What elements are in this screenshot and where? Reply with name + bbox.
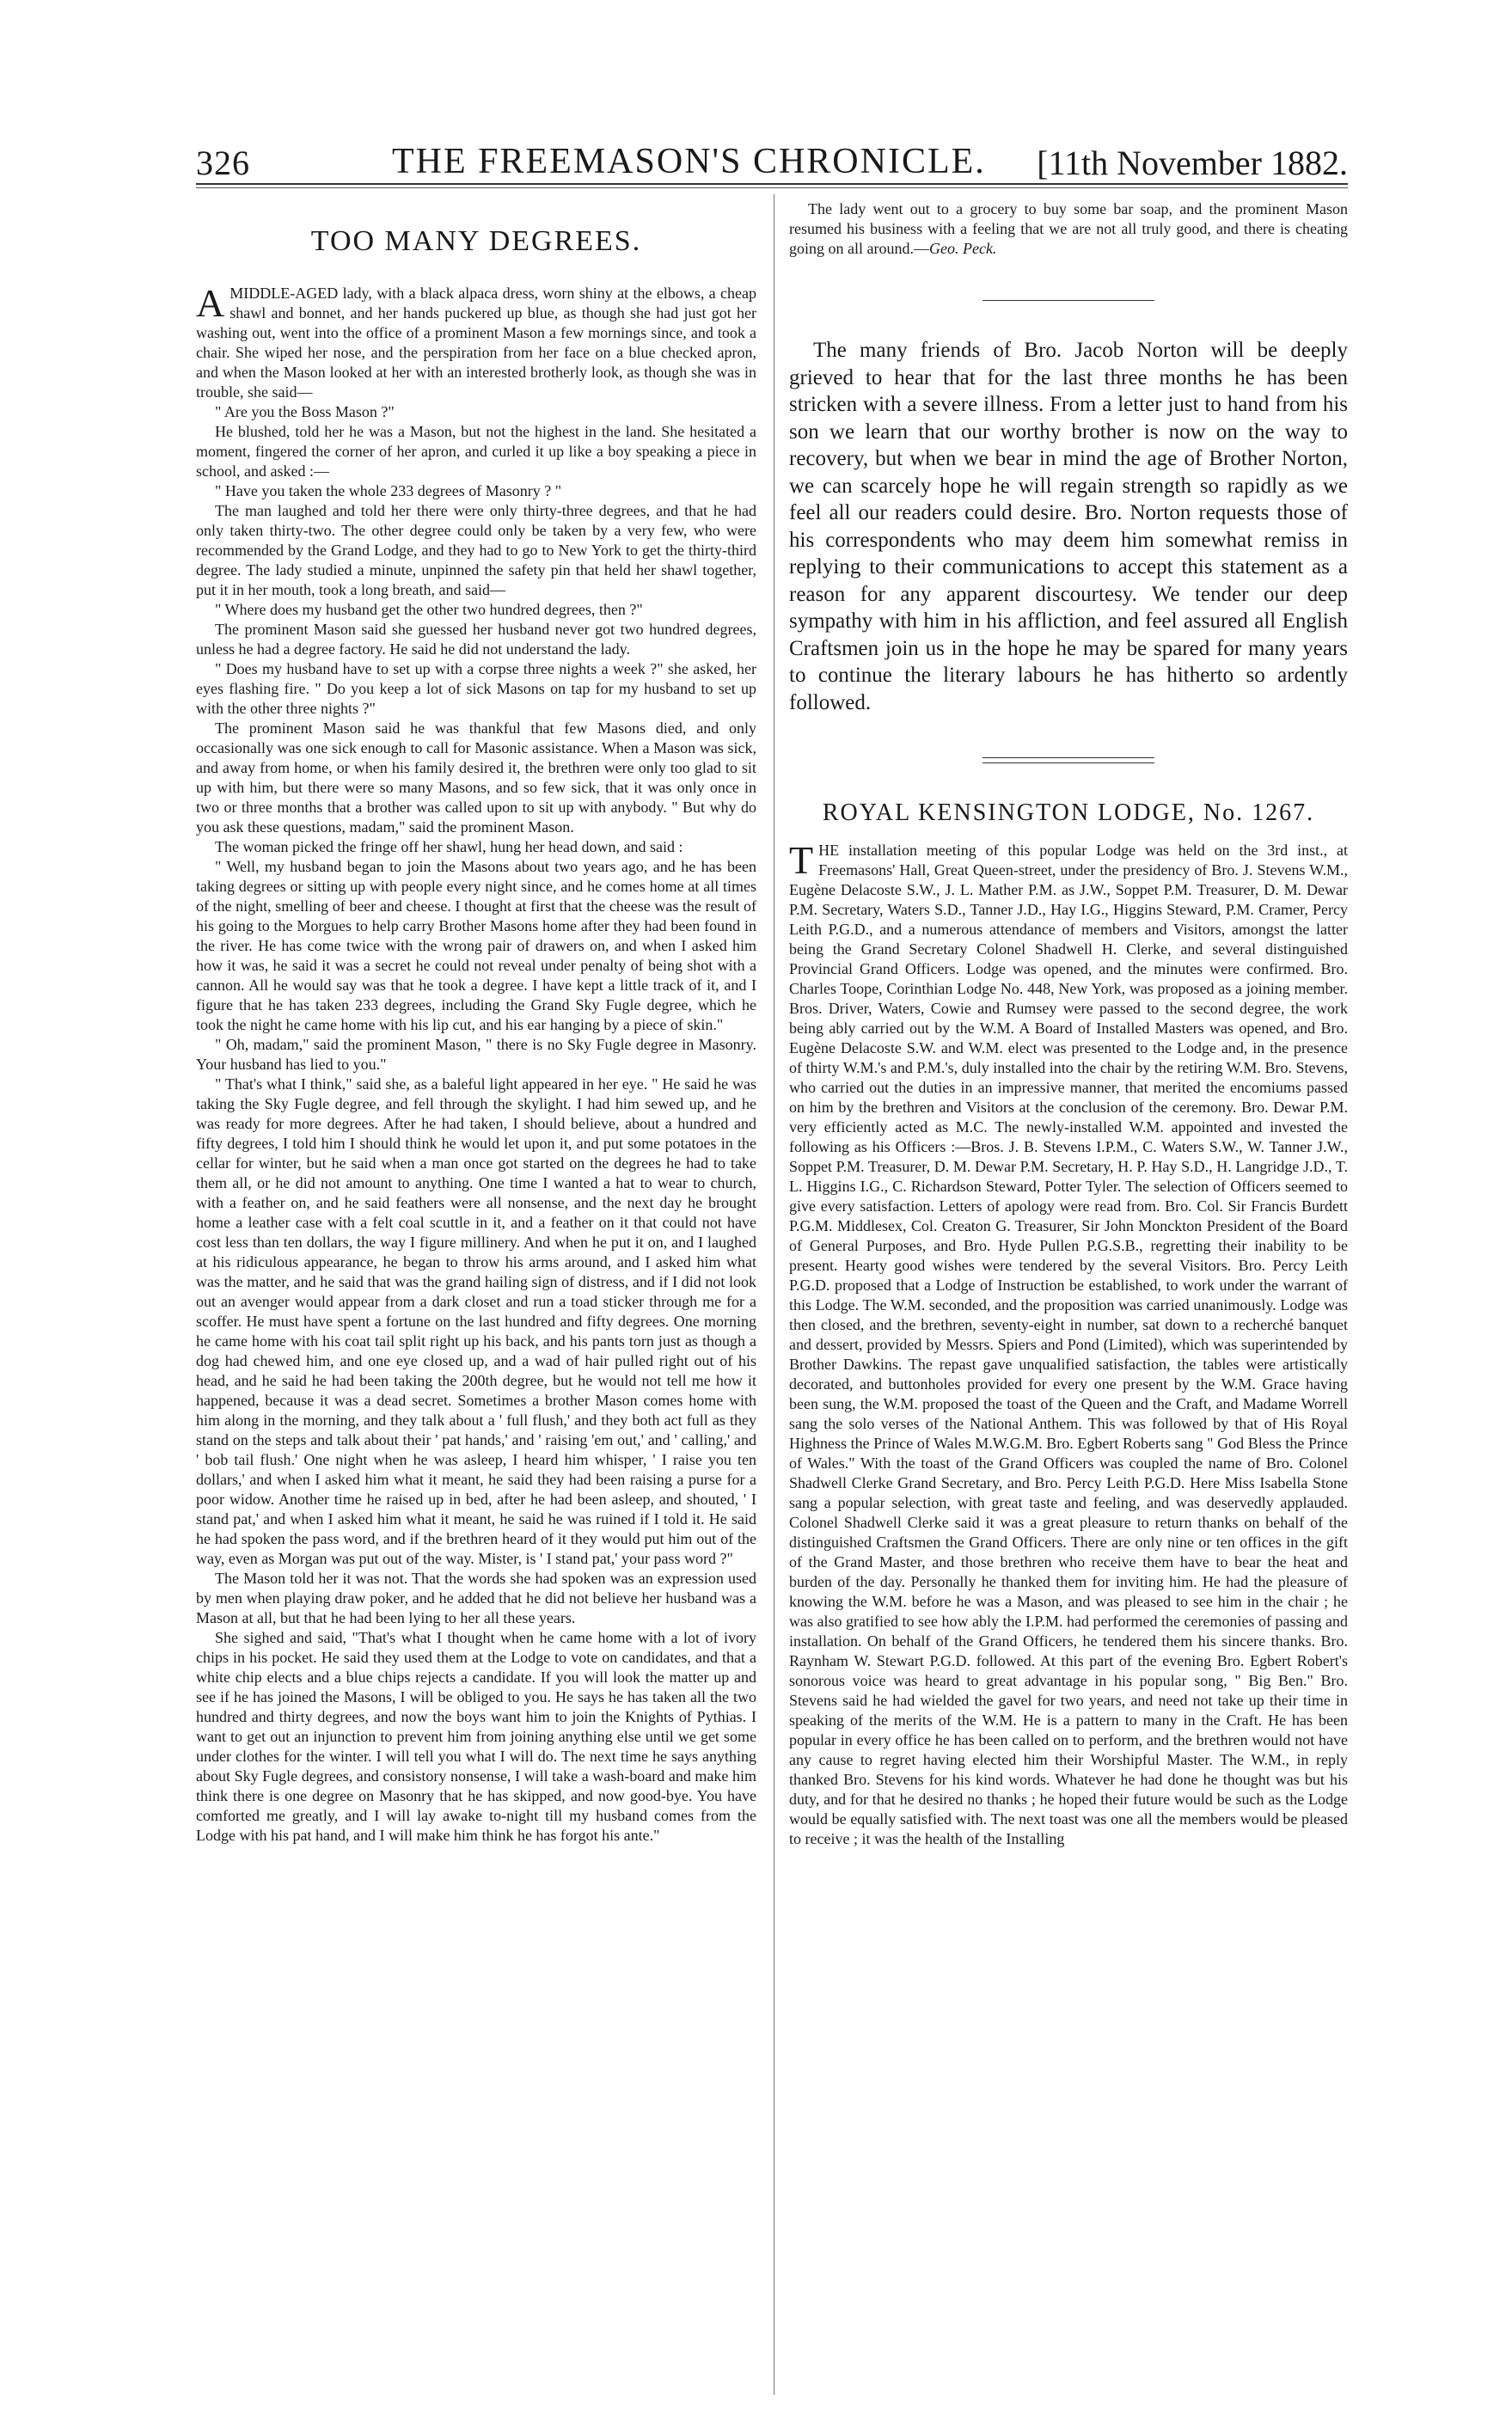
left-column <box>196 199 756 2400</box>
article-paragraph: " Are you the Boss Mason ?" <box>215 403 395 420</box>
notice-paragraph: The many friends of Bro. Jacob Norton will be deeply grieved to hear that for the last three months he has been stricken with a severe illness. From a letter just to hand from his son we learn that our worthy brother is now on the way to recovery, but when we bear in mind the age of Brother Norton, we can scarcely hope he will regain strength so rapidly as we feel all our readers could desire. Bro. Norton requests those of his correspondents who may deem him somewhat remiss in replying to their communications to accept this statement as a reason for any apparent discourtesy. We tender our deep sympathy with him in his affliction, and feel assured all English Craftsmen join us in the hope he may be spared for many years to continue the literary labours he has hitherto so ardently followed. <box>789 339 1348 714</box>
running-head <box>196 138 1348 186</box>
article-paragraph: The prominent Mason said he was thankful that few Masons died, and only occasionally was one sick enough to call for Masonic assistance. When a Mason was sick, and away from home, or when his family desired it, the brethren were only too glad to sit up with him, but there were so many Masons, and so few sick, that it was only once in two or three months that a brother was called upon to sit up with anybody. " But why do you ask these questions, madam," said the prominent Mason. <box>196 720 756 836</box>
article-paragraph: The prominent Mason said she guessed her husband never got two hundred degrees, unless he had a degree factory. He said he did not understand the lady. <box>196 621 756 658</box>
issue-date: [11th November 1882. <box>1037 144 1348 182</box>
paragraph-text: The lady went out to a grocery to buy some bar soap, and the prominent Mason resumed his business with a feeling that we are not all truly good, and there is cheating going on all around.— <box>789 200 1348 257</box>
paragraph-text: HE installation meeting of this popular Lodge was held on the 3rd inst., at Freemasons' Hall, Great Queen-street, under the presidency of Bro. J. Stevens W.M., Eugène Delacoste S.W., J. L. Mather P.M. as J.W., Soppet P.M. Treasurer, D. M. Dewar P.M. Secretary, Waters S.D., Tanner J.D., Hay I.G., Higgins Steward, P.M. Cramer, Percy Leith P.G.D., and a numerous attendance of members and Visitors, amongst the latter being the Grand Secretary Colonel Shadwell H. Clerke, and several distinguished Provincial Grand Officers. Lodge was opened, and the minutes were confirmed. Bro. Charles Toope, Corinthian Lodge No. 448, New York, was proposed as a joining member. Bros. Driver, Waters, Cowie and Rumsey were passed to the second degree, the work being ably carried out by the W.M. A Board of Installed Masters was opened, and Bro. Eugène Delacoste S.W. and W.M. elect was presented to the Lodge and, in the presence of thirty W.M.'s and P.M.'s, duly installed into the chair by the retiring W.M. Bro. Stevens, who carried out the duties in an impressive manner, that merited the encomiums passed on him by the brethren and Visitors at the conclusion of the ceremony. Bro. Dewar P.M. very efficiently acted as M.C. The newly-installed W.M. appointed and invested the following as his Officers :—Bros. J. B. Stevens I.P.M., C. Waters S.W., W. Tanner J.W., Soppet P.M. Treasurer, D. M. Dewar P.M. Secretary, H. P. Hay S.D., H. Langridge J.D., T. L. Higgins I.G., C. Richardson Steward, Potter Tyler. The selection of Officers seemed to give every satisfaction. Letters of apology were read from. Bro. Col. Sir Francis Burdett P.G.M. Middlesex, Col. Creaton G. Treasurer, Sir John Monckton President of the Board of General Purposes, and Bro. Hyde Pullen P.G.S.B., regretting their inability to be present. Hearty good wishes were tendered by the several Visitors. Bro. Percy Leith P.G.D. proposed that a Lodge of Instruction be established, to work under the warrant of this Lodge. The W.M. seconded, and the proposition was carried unanimously. Lodge was then closed, and the brethren, seventy-eight in number, sat down to a recherché banquet and dessert, provided by Messrs. Spiers and Pond (Limited), which was superintended by Brother Dawkins. The repast gave unqualified satisfaction, the tables were artistically decorated, and buttonholes provided for every one present by the W.M. Grace having been sung, the W.M. proposed the toast of the Queen and the Craft, and Madame Worrell sang the solo verses of the National Anthem. This was followed by that of His Royal Highness the Prince of Wales M.W.G.M. Bro. Egbert Roberts sang " God Bless the Prince of Wales." With the toast of the Grand Officers was coupled the name of Bro. Colonel Shadwell Clerke Grand Secretary, and Bro. Percy Leith P.G.D. Here Miss Isabella Stone sang a popular selection, with great taste and feeling, and was deservedly applauded. Colonel Shadwell Clerke said it was a great pleasure to return thanks on behalf of the distinguished Craftsmen the Grand Officers. There are only nine or ten offices in the gift of the Grand Master, and those brethren who receive them have to bear the heat and burden of the day. Personally he thanked them for inviting him. He had the pleasure of knowing the W.M. before he was a Mason, and was pleased to see him in the chair ; he was also gratified to see how ably the I.P.M. had performed the ceremonies of passing and installation. On behalf of the Grand Officers, he tendered them his sincere thanks. Bro. Raynham W. Stewart P.G.D. followed. At this part of the evening Bro. Egbert Robert's sonorous voice was heard to great advantage in his popular song, " Big Ben." Bro. Stevens said he had wielded the gavel for two years, and need not take up their time in speaking of the merits of the W.M. He is a pattern to many in the Craft. He has been popular in every office he has been called on to perform, and the brethren would not have any cause to regret having elected him their Worshipful Master. The W.M., in reply thanked Bro. Stevens for his kind words. Whatever he had done he thought was but his duty, and for that he desired no thanks ; he hoped their future would be such as the Lodge would be equally satisfied with. The next toast was one all the members would be pleased to receive ; it was the health of the Installing <box>789 842 1348 1847</box>
header-rule-thin <box>196 187 1348 188</box>
article-paragraph: The man laughed and told her there were only thirty-three degrees, and that he had only taken thirty-two. The other degree could only be taken by a very few, who were recommended by the Grand Lodge, and they had to go to New York to get the thirty-third degree. The lady studied a minute, unpinned the safety pin that held her shawl together, put it in her mouth, took a long breath, and said— <box>196 502 756 598</box>
article-paragraph: He blushed, told her he was a Mason, but not the highest in the land. She hesitated a moment, fingered the corner of her apron, and curled it up like a boy speaking a piece in school, and asked :— <box>196 423 756 480</box>
article-signature: Geo. Peck. <box>928 240 997 257</box>
drop-cap: A <box>196 281 225 325</box>
page-number: 326 <box>196 144 250 182</box>
article-paragraph: " Where does my husband get the other two hundred degrees, then ?" <box>215 601 643 618</box>
article-paragraph: The woman picked the fringe off her shawl, hung her head down, and said : <box>215 838 683 855</box>
paragraph-text: MIDDLE-AGED lady, with a black alpaca dress, worn shiny at the elbows, a cheap shawl and bonnet, and her hands puckered up blue, as though she had just got her washing out, went into the office of a prominent Mason a few mornings since, and took a chair. She wiped her nose, and the perspiration from her face on a blue checked apron, and when the Mason looked at her with an interested brotherly look, as though she was in trouble, she said— <box>196 285 756 401</box>
section-separator <box>982 757 1154 763</box>
article-paragraph <box>789 199 1348 259</box>
section-separator <box>982 300 1154 301</box>
article-title: TOO MANY DEGREES. <box>310 225 642 257</box>
article-paragraph: She sighed and said, "That's what I thought when he came home with a lot of ivory chips in his pocket. He said they used them at the Lodge to vote on candidates, and that a white chip elects and a blue chips rejects a candidate. If you will look the matter up and see if he has joined the Masons, I will be obliged to you. He says he has taken all the two hundred and thirty degrees, and now the boys want him to join the Knights of Pythias. I want to get out an injunction to prevent him from joining anything else until we get some under clothes for the winter. I will tell you what I will do. The next time he says anything about Sky Fugle degrees, and consistory nonsense, I will take a wash-board and make him think there is one degree on Masonry that he has skipped, and now good-bye. You have comforted me greatly, and I will lay awake to-night till my husband comes from the Lodge with his pat hand, and I will make him think he has forgot his ante." <box>196 1629 756 1844</box>
article-paragraph: The Mason told her it was not. That the words she had spoken was an expression used by men when playing draw poker, and he added that he did not believe her husband was a Mason at all, but that he had been lying to her all these years. <box>196 1570 756 1626</box>
article-paragraph <box>196 281 756 402</box>
article-paragraph: " That's what I think," said she, as a baleful light appeared in her eye. " He said he was taking the Sky Fugle degree, and fell through the skylight. I had him sewed up, and he was ready for more degrees. After he had taken, I should believe, about a hundred and fifty degrees, I told him I should think he would let upon it, and put some potatoes in the cellar for winter, but he said when a man once got started on the degrees he had to take them all, or he did not amount to anything. One time I wanted a hat to wear to church, with a feather on, and he said feathers were all nonsense, and the next day he brought home a leather case with a felt coal scuttle in it, and a feather on it that could not have cost less than ten dollars, the way I figure millinery. And when he put it on, and I laughed at his ridiculous appearance, he began to throw his arms around, and I asked him what was the matter, and he said that was the grand hailing sign of distress, and if I did not look out an avenger would appear from a dark closet and run a toad sticker through me for a scoffer. He must have spent a fortune on the last hundred and fifty degrees. One morning he came home with his coat tail split right up his back, and his pants torn just as though a dog had chewed him, and one eye closed up, and a wad of hair pulled right out of his head, and he said he had been taking the 200th degree, but he would not tell me how it happened, because it was a dead secret. Sometimes a brother Mason comes home with him along in the morning, and they talk about a ' full flush,' and they both act full as they stand on the steps and talk about their ' pat hands,' and ' raising 'em out,' and ' calling,' and ' bob tail flush.' One night when he was asleep, I heard him whisper, ' I raise you ten dollars,' and when I asked him what it meant, he said they had been raising a purse for a poor widow. Another time he raised up in bed, after he had been asleep, and shouted, ' I stand pat,' and when I asked him what it meant, he said he was ruined if I told it. He said he had spoken the pass word, and if the brethren heard of it they would put him out of the way, even as Morgan was put out of the way. Mister, is ' I stand pat,' your pass word ?" <box>196 1075 756 1567</box>
article-title: ROYAL KENSINGTON LODGE, No. 1267. <box>822 799 1315 826</box>
article-paragraph: " Have you taken the whole 233 degrees of Masonry ? " <box>215 482 562 499</box>
article-paragraph <box>789 838 1348 1849</box>
drop-cap: T <box>789 838 814 882</box>
right-column <box>789 199 1348 2400</box>
article-paragraph: " Well, my husband began to join the Masons about two years ago, and he has been taking degrees or sitting up with people every night since, and he comes home at all times of the night, smelling of beer and cheese. I thought at first that the cheese was the result of his going to the Morgues to help carry Brother Masons home after they had been found in the river. He has come twice with the wrong pair of drawers on, and when I asked him how it was, he said it was a secret he could not reveal under penalty of being shot with a cannon. All he would say was that he took a degree. I have kept a little track of it, and I figure that he has taken 233 degrees, including the Grand Sky Fugle degree, which he took the night he came home with his lip cut, and his ear hanging by a piece of skin." <box>196 858 756 1033</box>
masthead: THE FREEMASON'S CHRONICLE. <box>392 142 986 181</box>
header-rule <box>196 183 1348 185</box>
article-paragraph: " Oh, madam," said the prominent Mason, " there is no Sky Fugle degree in Masonry. Your husband has lied to you." <box>196 1036 756 1073</box>
article-paragraph: " Does my husband have to set up with a corpse three nights a week ?" she asked, her eyes flashing fire. " Do you keep a lot of sick Masons on tap for my husband to set up with the other three nights ?" <box>196 660 756 717</box>
